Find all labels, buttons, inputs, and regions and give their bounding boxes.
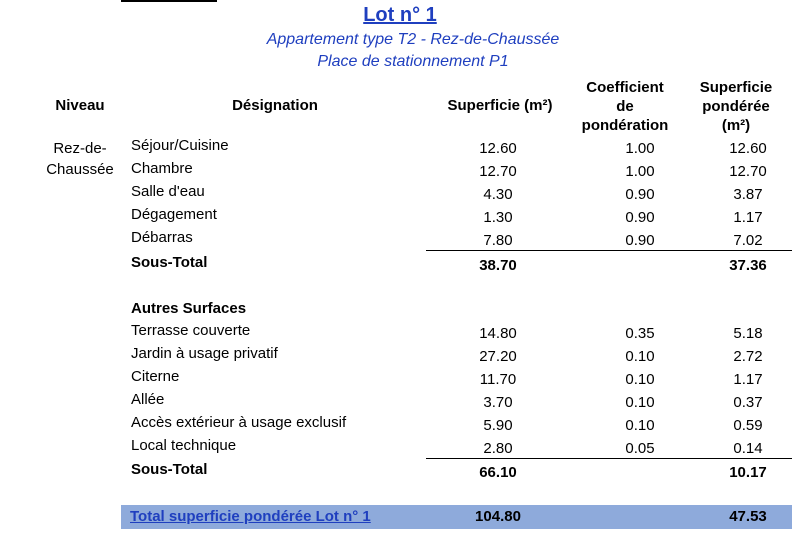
coefficient-cell: 1.00 (625, 140, 655, 157)
column-header-coefficient-line: pondération (581, 117, 669, 134)
coefficient-cell: 0.10 (625, 348, 655, 365)
designation-cell: Salle d'eau (131, 183, 205, 200)
table-row (0, 345, 800, 368)
designation-cell: Chambre (131, 160, 193, 177)
designation-cell: Local technique (131, 437, 237, 454)
table-row (0, 414, 800, 437)
designation-cell: Accès extérieur à usage exclusif (131, 414, 347, 431)
coefficient-cell: 0.90 (625, 186, 655, 203)
table-row (0, 206, 800, 229)
ponderee-cell: 1.17 (733, 209, 763, 226)
ponderee-cell: 0.37 (733, 394, 763, 411)
table-row (0, 437, 800, 460)
designation-cell: Jardin à usage privatif (131, 345, 278, 362)
designation-cell: Terrasse couverte (131, 322, 251, 339)
niveau-line: Rez-de- (53, 140, 107, 157)
table-row (0, 160, 800, 183)
subtotal-divider (426, 458, 792, 459)
section-heading (0, 300, 800, 323)
designation-cell: Dégagement (131, 206, 217, 223)
table-row (0, 183, 800, 206)
subtotal-superficie: 66.10 (479, 464, 517, 481)
superficie-cell: 2.80 (483, 440, 513, 457)
ponderee-cell: 2.72 (733, 348, 763, 365)
ponderee-cell: 1.17 (733, 371, 763, 388)
subtotal-label: Sous-Total (131, 254, 208, 271)
column-header-designation: Désignation (232, 97, 318, 114)
total-superficie: 104.80 (475, 508, 521, 525)
page-title: Lot n° 1 (363, 4, 437, 26)
subtotal-divider (426, 250, 792, 251)
table-row (0, 391, 800, 414)
superficie-cell: 12.60 (479, 140, 517, 157)
coefficient-cell: 0.10 (625, 417, 655, 434)
superficie-cell: 11.70 (479, 371, 517, 388)
superficie-cell: 4.30 (483, 186, 513, 203)
table-row (0, 368, 800, 391)
ponderee-cell: 7.02 (733, 232, 763, 249)
superficie-cell: 1.30 (483, 209, 513, 226)
table-row (0, 137, 800, 160)
subtotal-row (0, 254, 800, 277)
niveau-line: Chaussée (46, 161, 114, 178)
coefficient-cell: 0.05 (625, 440, 655, 457)
subtotal-label: Sous-Total (131, 461, 208, 478)
table-row (0, 322, 800, 345)
total-row (121, 505, 792, 529)
column-header-coefficient (565, 78, 685, 135)
total-label: Total superficie pondérée Lot n° 1 (130, 508, 371, 525)
column-header-coefficient-line: de (616, 98, 634, 115)
ponderee-cell: 12.70 (729, 163, 767, 180)
total-ponderee: 47.53 (729, 508, 767, 525)
subtotal-ponderee: 10.17 (729, 464, 767, 481)
coefficient-cell: 0.35 (625, 325, 655, 342)
designation-cell: Séjour/Cuisine (131, 137, 229, 154)
top-rule (121, 0, 217, 2)
coefficient-cell: 1.00 (625, 163, 655, 180)
coefficient-cell: 0.90 (625, 209, 655, 226)
page-subtitle-2: Place de stationnement P1 (317, 53, 509, 70)
ponderee-cell: 3.87 (733, 186, 763, 203)
coefficient-cell: 0.10 (625, 394, 655, 411)
subtotal-row (0, 461, 800, 484)
superficie-cell: 7.80 (483, 232, 513, 249)
designation-cell: Allée (131, 391, 165, 408)
superficie-cell: 12.70 (479, 163, 517, 180)
column-header-coefficient-line: Coefficient (586, 79, 664, 96)
subtotal-ponderee: 37.36 (729, 257, 767, 274)
column-header-niveau: Niveau (55, 97, 105, 114)
superficie-cell: 14.80 (479, 325, 517, 342)
column-header-ponderee (688, 78, 784, 135)
superficie-cell: 27.20 (479, 348, 517, 365)
designation-cell: Débarras (131, 229, 193, 246)
column-header-ponderee-line: pondérée (702, 98, 770, 115)
designation-cell: Citerne (131, 368, 180, 385)
ponderee-cell: 5.18 (733, 325, 763, 342)
column-header-ponderee-line: (m²) (721, 117, 751, 134)
subtotal-superficie: 38.70 (479, 257, 517, 274)
table-row (0, 229, 800, 252)
ponderee-cell: 0.14 (733, 440, 763, 457)
section-heading-label: Autres Surfaces (131, 300, 247, 317)
ponderee-cell: 0.59 (733, 417, 763, 434)
column-header-ponderee-line: Superficie (699, 79, 773, 96)
coefficient-cell: 0.90 (625, 232, 655, 249)
ponderee-cell: 12.60 (729, 140, 767, 157)
superficie-cell: 3.70 (483, 394, 513, 411)
column-header-superficie: Superficie (m²) (447, 97, 553, 114)
superficie-cell: 5.90 (483, 417, 513, 434)
coefficient-cell: 0.10 (625, 371, 655, 388)
page-subtitle: Appartement type T2 - Rez-de-Chaussée (266, 31, 560, 48)
